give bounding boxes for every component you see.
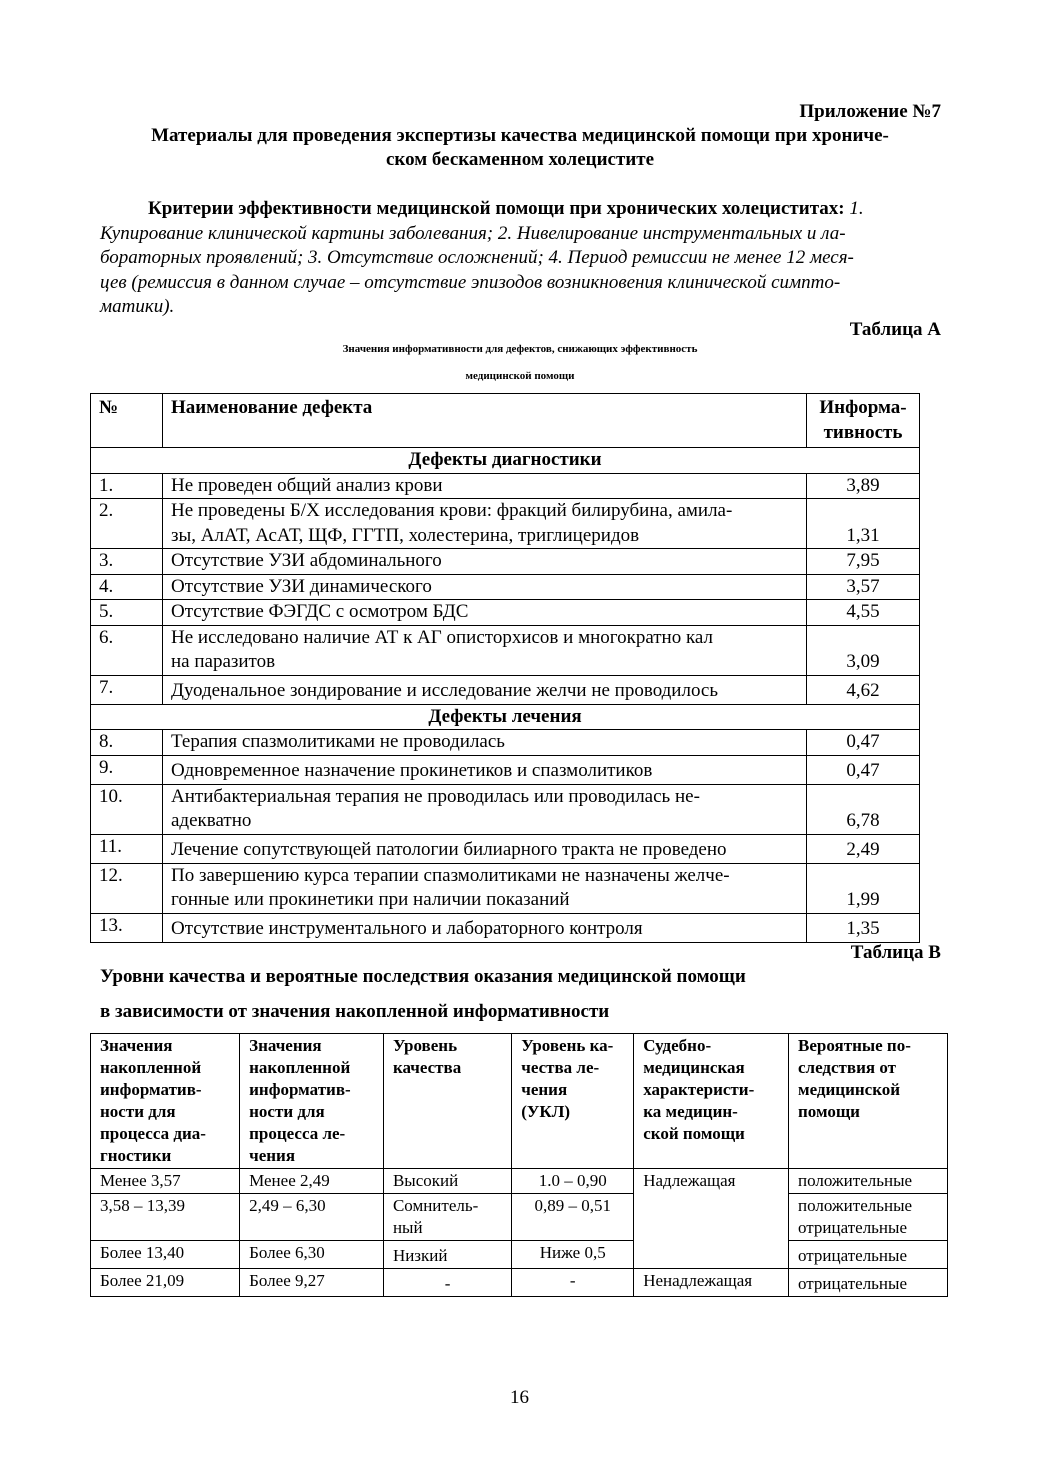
ukl-value: 1.0 – 0,90: [512, 1169, 634, 1194]
ukl-value: 0,89 – 0,51: [512, 1194, 634, 1241]
quality-levels-table: [90, 1033, 948, 1297]
defect-name-line: адекватно: [171, 810, 252, 831]
criteria-line: матики).: [100, 296, 175, 317]
informativity-value: 4,55: [807, 600, 920, 626]
treat-value: Более 9,27: [240, 1269, 384, 1297]
informativity-value: 6,78: [807, 784, 920, 834]
header-cell-line: Значения: [249, 1036, 322, 1055]
header-cell-line: помощи: [798, 1102, 860, 1121]
table-row: [91, 473, 920, 499]
header-cell-line: накопленной: [249, 1058, 351, 1077]
row-num: 1.: [91, 473, 163, 499]
row-num: 4.: [91, 574, 163, 600]
table-row: [91, 600, 920, 626]
consequence: [789, 1241, 948, 1269]
diag-value: Менее 3,57: [91, 1169, 240, 1194]
table-row: [91, 499, 920, 549]
row-num: 13.: [91, 913, 163, 942]
table-row: [91, 1169, 948, 1194]
defect-name: [163, 730, 807, 756]
table-b-caption: Уровни качества и вероятные последствия оказания медицинской помощи: [100, 966, 746, 987]
header-name: Наименование дефекта: [163, 394, 807, 448]
informativity-value: 7,95: [807, 549, 920, 575]
table-row: [91, 834, 920, 863]
header-cell-line: Уровень ка-: [521, 1036, 614, 1055]
header-cell-line: Уровень: [392, 1036, 458, 1055]
criteria-text: 1.: [849, 198, 864, 219]
page-number: 16: [510, 1387, 529, 1408]
informativity-value: 1,35: [807, 913, 920, 942]
defect-name-line: Отсутствие УЗИ абдоминального: [171, 550, 442, 571]
criteria-line: бораторных проявлений; 3. Отсутствие осложнений; 4. Период ремиссии не менее 12 меся-: [100, 247, 854, 268]
informativity-value: 1,31: [807, 499, 920, 549]
title-line: ском бескаменном холецистите: [385, 149, 655, 170]
header-value-line: Информа-: [819, 397, 907, 418]
informativity-value: 1,99: [807, 863, 920, 913]
row-num: 3.: [91, 549, 163, 575]
consequence-line: положительные: [798, 1196, 913, 1215]
defect-name: [163, 549, 807, 575]
header-cell-line: (УКЛ): [521, 1102, 571, 1121]
defects-table-body: [91, 448, 920, 943]
defect-name: [163, 574, 807, 600]
defect-name: [163, 755, 807, 784]
row-num: 12.: [91, 863, 163, 913]
header-cell-line: медицинской: [798, 1080, 901, 1099]
criteria-line: [100, 197, 940, 222]
quality-level-line: -: [444, 1274, 451, 1293]
consequence: [789, 1194, 948, 1241]
defect-name-line: Дуоденальное зондирование и исследование желчи не проводилось: [171, 680, 719, 701]
defect-name: [163, 473, 807, 499]
header-value-line: тивность: [823, 421, 903, 443]
defect-name-line: Отсутствие УЗИ динамического: [171, 575, 432, 597]
quality-level: [383, 1269, 511, 1297]
row-num: 5.: [91, 600, 163, 626]
criteria-line: Купирование клинической картины заболевания; 2. Нивелирование инструментальных и ла-: [100, 222, 846, 244]
header-cell: [91, 1034, 240, 1169]
table-row: [91, 755, 920, 784]
informativity-value: 3,09: [807, 625, 920, 675]
table-row: [91, 784, 920, 834]
defect-name-line: зы, АлАТ, АсАТ, ЩФ, ГГТП, холестерина, триглицеридов: [171, 524, 640, 546]
quality-level-line: ный: [392, 1218, 423, 1237]
defect-name-line: Терапия спазмолитиками не проводилась: [171, 731, 505, 752]
defect-name-line: По завершению курса терапии спазмолитиками не назначены желче-: [171, 864, 730, 886]
header-cell: [240, 1034, 384, 1169]
table-header-row: [91, 394, 920, 448]
quality-levels-table-body: [91, 1169, 948, 1297]
consequence-line: отрицательные: [798, 1218, 907, 1237]
header-cell-line: качества: [392, 1058, 462, 1077]
row-num: 10.: [91, 784, 163, 834]
section-title: Дефекты диагностики: [91, 448, 920, 474]
table-row: [91, 549, 920, 575]
row-num: 6.: [91, 625, 163, 675]
table-row: [91, 1269, 948, 1297]
section-title: Дефекты лечения: [91, 704, 920, 730]
informativity-value: 4,62: [807, 675, 920, 704]
defect-name-line: гонные или прокинетики при наличии показаний: [171, 889, 570, 910]
consequence-line: положительные: [798, 1171, 913, 1190]
header-cell-line: ности для: [100, 1102, 176, 1121]
informativity-value: 3,89: [807, 473, 920, 499]
table-row: [91, 625, 920, 675]
table-b-caption: в зависимости от значения накопленной информативности: [100, 1001, 610, 1022]
table-row: [91, 1241, 948, 1269]
quality-level-line: Сомнитель-: [392, 1196, 479, 1215]
header-cell-line: медицинская: [643, 1058, 745, 1077]
forensic-characteristic: Надлежащая: [634, 1169, 789, 1269]
defect-name-line: на паразитов: [171, 651, 276, 672]
table-row: [91, 574, 920, 600]
defect-name-line: Отсутствие ФЭГДС с осмотром БДС: [171, 601, 469, 622]
ukl-value: -: [512, 1269, 634, 1297]
defect-name-line: Не исследовано наличие АТ к АГ описторхисов и многократно кал: [171, 626, 714, 648]
defect-name: [163, 834, 807, 863]
row-num: 7.: [91, 675, 163, 704]
header-cell-line: Вероятные по-: [798, 1036, 911, 1055]
quality-level-line: Высокий: [392, 1171, 459, 1190]
defect-name: [163, 499, 807, 549]
table-b-label: Таблица В: [850, 942, 941, 963]
row-num: 2.: [91, 499, 163, 549]
header-value: [807, 394, 920, 448]
defect-name-line: Антибактериальная терапия не проводилась или проводилась не-: [171, 785, 700, 807]
consequence-line: отрицательные: [798, 1274, 907, 1293]
defect-name-line: Лечение сопутствующей патологии билиарного тракта не проведено: [171, 839, 727, 860]
table-row: [91, 1194, 948, 1241]
header-cell-line: информатив-: [249, 1080, 351, 1099]
table-row: [91, 913, 920, 942]
table-a-caption: медицинской помощи: [465, 370, 575, 382]
consequence: [789, 1269, 948, 1297]
defect-name-line: Не проведены Б/Х исследования крови: фракций билирубина, амила-: [171, 500, 733, 521]
defect-name: [163, 913, 807, 942]
header-cell-line: информатив-: [100, 1080, 202, 1099]
diag-value: Более 13,40: [91, 1241, 240, 1269]
table-row: [91, 675, 920, 704]
header-cell-line: характеристи-: [643, 1080, 755, 1099]
header-cell-line: процесса ле-: [249, 1124, 346, 1143]
header-cell-line: гностики: [100, 1146, 172, 1165]
header-cell-line: чения: [249, 1146, 296, 1165]
header-num: №: [91, 394, 163, 448]
defect-name-line: Не проведен общий анализ крови: [171, 474, 443, 496]
informativity-value: 3,57: [807, 574, 920, 600]
header-cell-line: накопленной: [100, 1058, 202, 1077]
table-row: [91, 730, 920, 756]
header-cell: [512, 1034, 634, 1169]
header-cell-line: Судебно-: [643, 1036, 712, 1055]
ukl-value: Ниже 0,5: [512, 1241, 634, 1269]
diag-value: Более 21,09: [91, 1269, 240, 1297]
defect-name: [163, 675, 807, 704]
table-header-row: [91, 1034, 948, 1169]
document-title: [100, 124, 940, 172]
defect-name: [163, 600, 807, 626]
row-num: 11.: [91, 834, 163, 863]
consequence-line: отрицательные: [798, 1246, 907, 1265]
defect-name: [163, 784, 807, 834]
quality-level-line: Низкий: [392, 1246, 448, 1265]
appendix-label: Приложение №7: [799, 101, 941, 122]
criteria-line: цев (ремиссия в данном случае – отсутствие эпизодов возникновения клинической симпто-: [100, 271, 841, 293]
table-a-label: Таблица А: [849, 319, 941, 340]
section-row: [91, 448, 920, 474]
defects-table: [90, 393, 920, 943]
defect-name-line: Отсутствие инструментального и лабораторного контроля: [171, 918, 643, 939]
header-cell-line: чества ле-: [521, 1058, 600, 1077]
header-cell: [789, 1034, 948, 1169]
header-cell-line: ской помощи: [643, 1124, 745, 1143]
criteria-lead: Критерии эффективности медицинской помощи при хронических холециститах:: [148, 198, 845, 219]
informativity-value: 0,47: [807, 730, 920, 756]
row-num: 8.: [91, 730, 163, 756]
forensic-characteristic: Ненадлежащая: [634, 1269, 789, 1297]
treat-value: 2,49 – 6,30: [240, 1194, 384, 1241]
defect-name-line: Одновременное назначение прокинетиков и спазмолитиков: [171, 760, 653, 781]
consequence: [789, 1169, 948, 1194]
treat-value: Более 6,30: [240, 1241, 384, 1269]
defect-name: [163, 863, 807, 913]
header-cell: [634, 1034, 789, 1169]
header-cell-line: ности для: [249, 1102, 325, 1121]
header-cell-line: чения: [521, 1080, 568, 1099]
title-line: Материалы для проведения экспертизы качества медицинской помощи при хрониче-: [151, 125, 889, 146]
treat-value: Менее 2,49: [240, 1169, 384, 1194]
row-num: 9.: [91, 755, 163, 784]
header-cell-line: ка медицин-: [643, 1102, 738, 1121]
defect-name: [163, 625, 807, 675]
table-row: [91, 863, 920, 913]
section-row: [91, 704, 920, 730]
criteria-paragraph: [100, 197, 940, 320]
header-cell-line: следствия от: [798, 1058, 896, 1077]
header-cell: [383, 1034, 511, 1169]
informativity-value: 2,49: [807, 834, 920, 863]
informativity-value: 0,47: [807, 755, 920, 784]
quality-level: [383, 1169, 511, 1194]
header-cell-line: Значения: [100, 1036, 173, 1055]
quality-level: [383, 1241, 511, 1269]
header-cell-line: процесса диа-: [100, 1124, 206, 1143]
quality-level: [383, 1194, 511, 1241]
table-a-caption: Значения информативности для дефектов, снижающих эффективность: [342, 343, 698, 355]
diag-value: 3,58 – 13,39: [91, 1194, 240, 1241]
